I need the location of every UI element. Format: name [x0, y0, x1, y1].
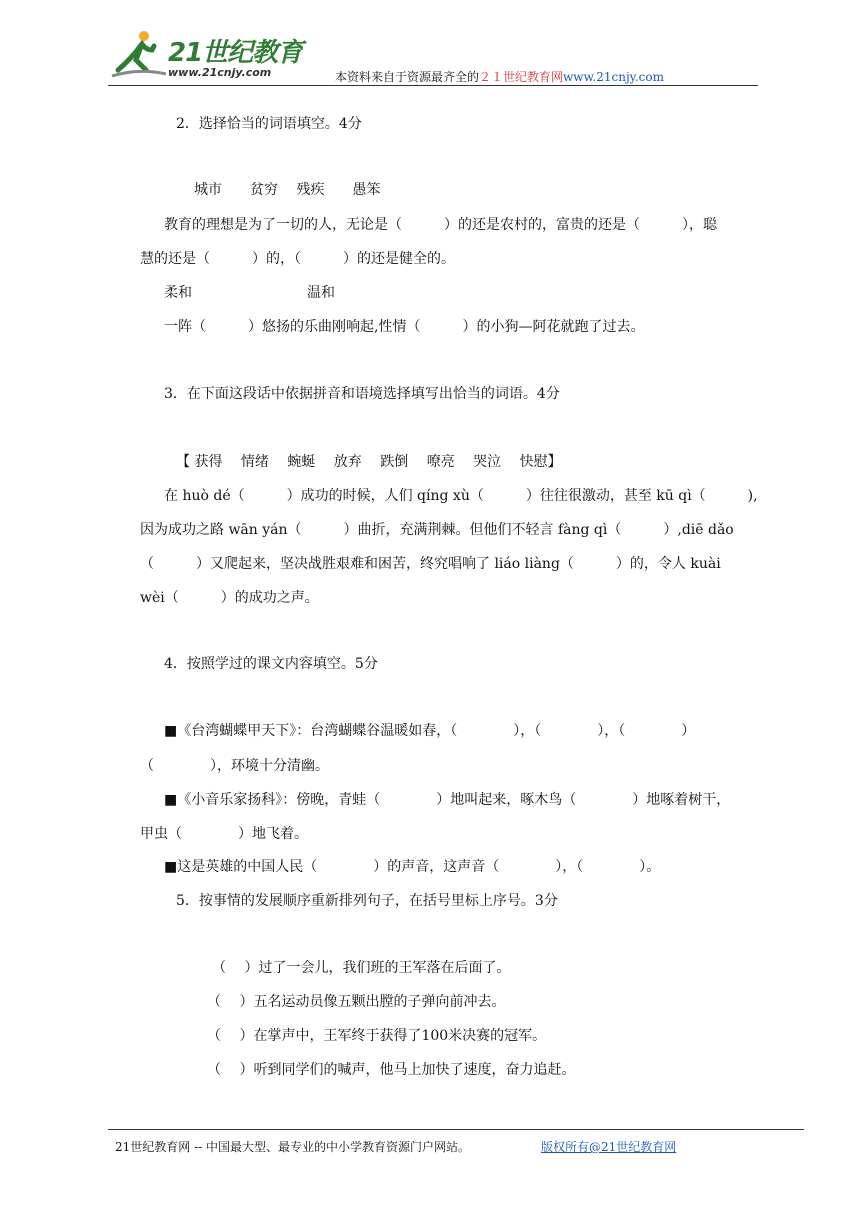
- q4-line-5: ■这是英雄的中国人民（ ）的声音，这声音（ ），（ ）。: [164, 859, 661, 875]
- q4-line-1: ■《台湾蝴蝶甲天下》：台湾蝴蝶谷温暖如春，（ ），（ ），（ ）: [164, 723, 696, 739]
- footer-copyright-link[interactable]: 版权所有@21世纪教育网: [541, 1140, 677, 1154]
- header-note-prefix: 本资料来自于资源最齐全的: [335, 70, 480, 84]
- q2-title: 2．选择恰当的词语填空。4分: [176, 116, 362, 132]
- q3-line-4: wèi（ ）的成功之声。: [140, 590, 319, 606]
- header-note: [335, 68, 664, 85]
- q5-item-3: （ ）在掌声中，王军终于获得了100米决赛的冠军。: [207, 1028, 547, 1044]
- footer-divider: [108, 1129, 804, 1130]
- q3-title: 3．在下面这段话中依据拼音和语境选择填写出恰当的词语。4分: [164, 386, 560, 402]
- header-url-link[interactable]: www.21cnjy.com: [563, 70, 664, 84]
- q2-word-options: 城市 贫穷 残疾 愚笨: [194, 182, 381, 198]
- footer-site-description: 21世纪教育网 -- 中国最大型、最专业的中小学教育资源门户网站。: [115, 1140, 471, 1154]
- q2-word-option-a: 柔和: [164, 285, 192, 301]
- q3-line-2: 因为成功之路 wān yán（ ）曲折，充满荆棘。但他们不轻言 fàng qì（ ）,diē dǎo: [140, 522, 734, 538]
- q3-word-options: 【 获得 情绪 蜿蜒 放弃 跌倒 嘹亮 哭泣 快慰】: [176, 454, 562, 470]
- q5-item-4: （ ）听到同学们的喊声，他马上加快了速度，奋力追赶。: [207, 1062, 576, 1078]
- logo-text: 21世纪教育: [168, 38, 303, 68]
- runner-logo-icon: [108, 24, 168, 84]
- q2-line-2: 慧的还是（ ）的，（ ）的还是健全的。: [140, 251, 455, 267]
- q2-word-option-b: 温和: [307, 285, 335, 301]
- header-site-link[interactable]: ２１世纪教育网: [479, 70, 564, 84]
- header-divider: [108, 85, 758, 86]
- q4-line-3: ■《小音乐家扬科》：傍晚，青蛙（ ）地叫起来，啄木鸟（ ）地啄着树干，: [164, 792, 731, 808]
- q5-title: 5．按事情的发展顺序重新排列句子，在括号里标上序号。3分: [176, 893, 558, 909]
- q4-title: 4．按照学过的课文内容填空。5分: [164, 656, 378, 672]
- q5-item-2: （ ）五名运动员像五颗出膛的子弹向前冲去。: [207, 994, 506, 1010]
- q5-item-1: （ ）过了一会儿，我们班的王军落在后面了。: [212, 960, 511, 976]
- q3-line-3: （ ）又爬起来，坚决战胜艰难和困苦，终究唱响了 liáo liàng（ ）的，令人 kuài: [140, 556, 721, 572]
- q2-line-1: 教育的理想是为了一切的人，无论是（ ）的还是农村的，富贵的还是（ ），聪: [164, 217, 717, 233]
- q3-line-1: 在 huò dé（ ）成功的时候，人们 qíng xù（ ）往往很激动，甚至 kū qì（ ),: [164, 488, 758, 504]
- site-logo: [108, 24, 308, 88]
- q2-line-3: 一阵（ ）悠扬的乐曲刚响起,性情（ ）的小狗—阿花就跑了过去。: [164, 319, 645, 335]
- logo-url: www.21cnjy.com: [168, 66, 272, 79]
- q4-line-2: （ ），环境十分清幽。: [140, 758, 329, 774]
- q4-line-4: 甲虫（ ）地飞着。: [140, 826, 308, 842]
